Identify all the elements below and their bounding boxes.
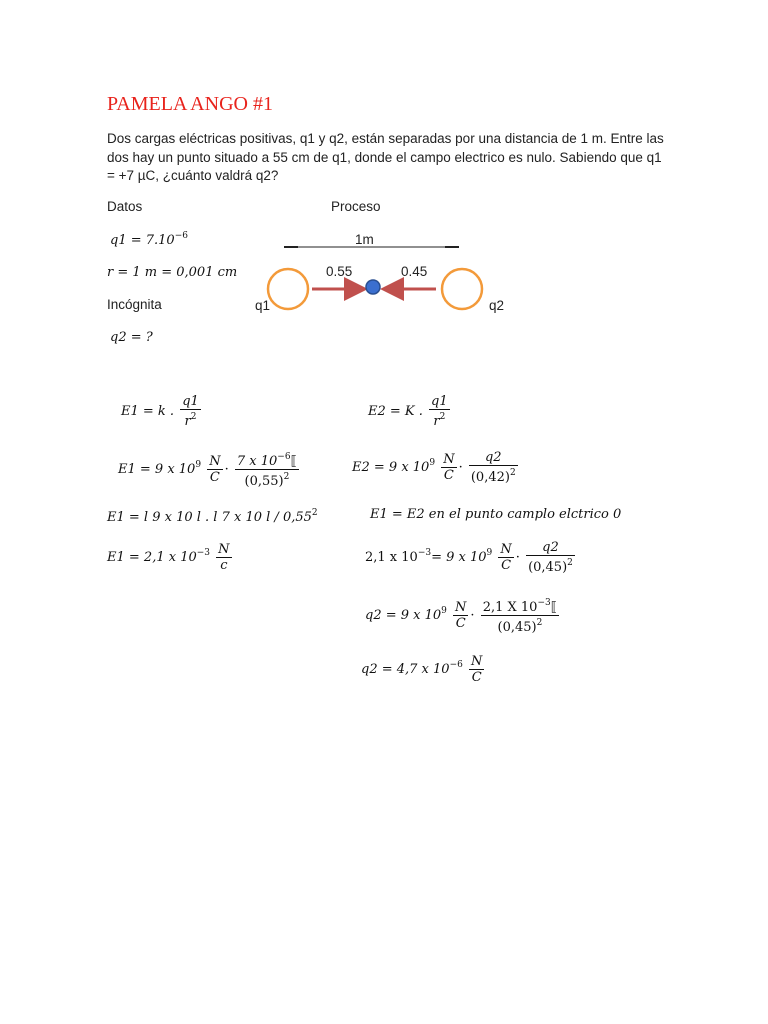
e1-result: E1 = 2,1 x $10^{-3}$ $\frac{N}{c}$ [107,542,230,573]
charge-q1-circle [268,269,308,309]
null-field-point [366,280,380,294]
datos-r: r = 1 m = 0,001 cm [107,265,238,280]
document-title: PAMELA ANGO #1 [107,93,273,115]
e2-definition: E2 = K . $\frac{q1}{r^2}$ [368,394,448,429]
q2-expression: q2 = 9 x $10^9$ $\frac{N}{C}$ · $\frac{2,1 X 10^{-3}⟦}{(0,45)^2}$ [365,598,558,635]
charge-q2-label: q2 [489,298,505,313]
e1-substitution: E1 = 9 x $10^9$ $\frac{N}{C}$ · $\frac{7 x 10^{-6}⟦}{(0,55)^2}$ [118,452,297,489]
datos-q2: q2 = ? [110,330,153,345]
e1-equals-e2: E1 = E2 en el punto camplo elctrico 0 [370,507,622,522]
proceso-heading: Proceso [331,199,381,214]
q2-result: q2 = 4,7 x $10^{-6}$ $\frac{N}{C}$ [361,654,483,685]
datos-q1: $q1 = 7.10^{-6}$ [110,231,188,248]
charge-q2-circle [442,269,482,309]
left-segment-label: 0.55 [326,264,353,279]
e1-inline: E1 = l 9 x 10 l . l 7 x 10 l / 0,55$^2$ [107,508,318,525]
distance-label: 1m [355,232,374,247]
e1-definition: E1 = k . $\frac{q1}{r^2}$ [121,394,199,429]
right-segment-label: 0.45 [401,264,428,279]
datos-heading: Datos [107,199,143,214]
e2-substitution: E2 = 9 x $10^9$ $\frac{N}{C}$ · $\frac{q2}{(0,42)^2}$ [352,450,516,485]
problem-statement: Dos cargas eléctricas positivas, q1 y q2, están separadas por una distancia de 1 m. Entre las dos hay un punto situado a 55 cm de q1, donde el campo electrico es nulo. Sabiendo que q1 = +7 µC, ¿cuánto valdrá q2? [107,131,664,183]
charge-q1-label: q1 [255,298,271,313]
equality-substitution: 2,1 x $10^{-3}= 9$ x $10^9$ $\frac{N}{C}$ · $\frac{q2}{(0,45)^2}$ [365,540,573,575]
incognita-heading: Incógnita [107,297,162,312]
